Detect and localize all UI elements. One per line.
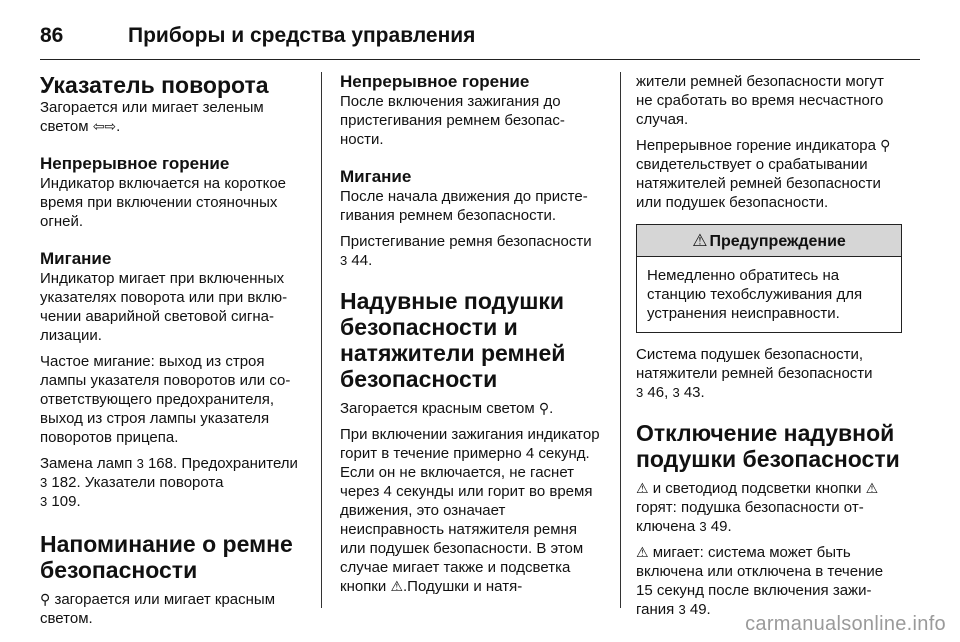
column-2 <box>340 72 602 596</box>
airbag-seatbelt-icon: ⚲ <box>880 137 891 153</box>
paragraph: После включения зажигания до пристегивания ремнем безопасности. <box>340 93 565 148</box>
section-title-airbags: Надувные подушки безопасности и натяжители ремней безопасности <box>340 288 566 392</box>
section-title-seatbelt-reminder: Напоминание о ремне безопасности <box>40 531 293 583</box>
page-ref[interactable]: 43 <box>683 384 701 401</box>
subheading-blinking: Мигание <box>340 167 412 186</box>
column-divider-1 <box>321 72 322 608</box>
paragraph-references: Система подушек безопасности, натяжители ремней безопасности 3 46, 3 43. <box>636 346 873 401</box>
column-divider-2 <box>620 72 621 608</box>
page-ref-arrow-icon: 3 <box>636 385 644 400</box>
warning-triangle-icon: ⚠ <box>692 231 708 250</box>
page-title: Приборы и средства управления <box>128 24 476 47</box>
paragraph: Загорается или мигает зеленым светом ⇦⇨. <box>40 99 264 135</box>
subheading-blinking: Мигание <box>40 249 112 268</box>
header-rule <box>40 59 920 60</box>
page-ref-arrow-icon: 3 <box>678 602 686 617</box>
page-ref[interactable]: 46 <box>647 384 665 401</box>
page-ref[interactable]: 49 <box>689 601 707 618</box>
page-ref[interactable]: 44 <box>351 252 369 269</box>
page-ref-arrow-icon: 3 <box>672 385 680 400</box>
paragraph: ⚲ загорается или мигает красным светом. <box>40 591 276 627</box>
warning-header <box>637 225 901 257</box>
subheading-steady: Непрерывное горение <box>40 154 230 173</box>
airbag-off-icon: ⚠ <box>636 480 649 496</box>
paragraph: ⚠ мигает: система может быть включена или отключена в течение 15 секунд после включения зажигания 3 49. <box>636 544 884 618</box>
warning-box <box>636 224 902 333</box>
page-number: 86 <box>40 24 64 47</box>
page-ref[interactable]: 49 <box>710 518 728 535</box>
paragraph: жители ремней безопасности могут не сработать во время несчастного случая. <box>636 73 884 128</box>
page-ref[interactable]: 109 <box>51 493 77 510</box>
column-3 <box>636 72 902 619</box>
paragraph: Индикатор мигает при включенных указателях поворота или при включении аварийной световой сигнализации. <box>40 270 288 344</box>
paragraph-reference: Пристегивание ремня безопасности 3 44. <box>340 233 592 269</box>
paragraph: ⚠ и светодиод подсветки кнопки ⚠ горят: подушка безопасности отключена 3 49. <box>636 480 879 535</box>
paragraph: Загорается красным светом ⚲. <box>340 400 554 417</box>
page-ref-arrow-icon: 3 <box>136 456 144 471</box>
page-ref-arrow-icon: 3 <box>40 494 48 509</box>
airbag-off-icon: ⚠ <box>390 578 403 594</box>
page-ref-arrow-icon: 3 <box>340 253 348 268</box>
turn-signal-icon: ⇦⇨ <box>92 118 117 134</box>
section-title-airbag-deactivation: Отключение надувной подушки безопасности <box>636 420 900 472</box>
page-ref-arrow-icon: 3 <box>699 519 707 534</box>
paragraph: Частое мигание: выход из строя лампы указателя поворотов или соответствующего предохранителя, выход из строя лампы указателя поворотов прицепа. <box>40 353 291 446</box>
watermark: carmanualsonline.info <box>745 613 946 635</box>
page-ref-arrow-icon: 3 <box>40 475 48 490</box>
paragraph-references: Замена ламп 3 168. Предохранители 3 182. Указатели поворота 3 109. <box>40 455 298 510</box>
paragraph: После начала движения до пристегивания ремнем безопасности. <box>340 188 588 224</box>
airbag-seatbelt-icon: ⚲ <box>538 400 550 416</box>
airbag-off-icon: ⚠ <box>636 544 649 560</box>
subheading-steady: Непрерывное горение <box>340 72 530 91</box>
warning-text: Немедленно обратитесь на станцию техобслуживания для устранения неисправности. <box>647 267 863 322</box>
airbag-off-icon: ⚠ <box>865 480 879 496</box>
paragraph: Индикатор включается на короткое время при включении стояночных огней. <box>40 175 287 230</box>
paragraph: При включении зажигания индикатор горит в течение примерно 4 секунд. Если он не включается, не гаснет через 4 секунды или горит во время движения, это означает неисправность натяжителя ремня или подушек безопасности. В этом случае мигает также и подсветка кнопки ⚠.Подушки и натя- <box>340 426 600 595</box>
section-title-turn-signal: Указатель поворота <box>40 72 269 98</box>
column-1 <box>40 72 308 628</box>
page-header <box>40 16 920 56</box>
page-ref[interactable]: 168 <box>147 455 173 472</box>
seatbelt-icon: ⚲ <box>40 591 51 607</box>
warning-title: Предупреждение <box>709 233 846 250</box>
paragraph: Непрерывное горение индикатора ⚲ свидетельствует о срабатывании натяжителей ремней безопасности или подушек безопасности. <box>636 137 891 211</box>
page-ref[interactable]: 182 <box>51 474 77 491</box>
